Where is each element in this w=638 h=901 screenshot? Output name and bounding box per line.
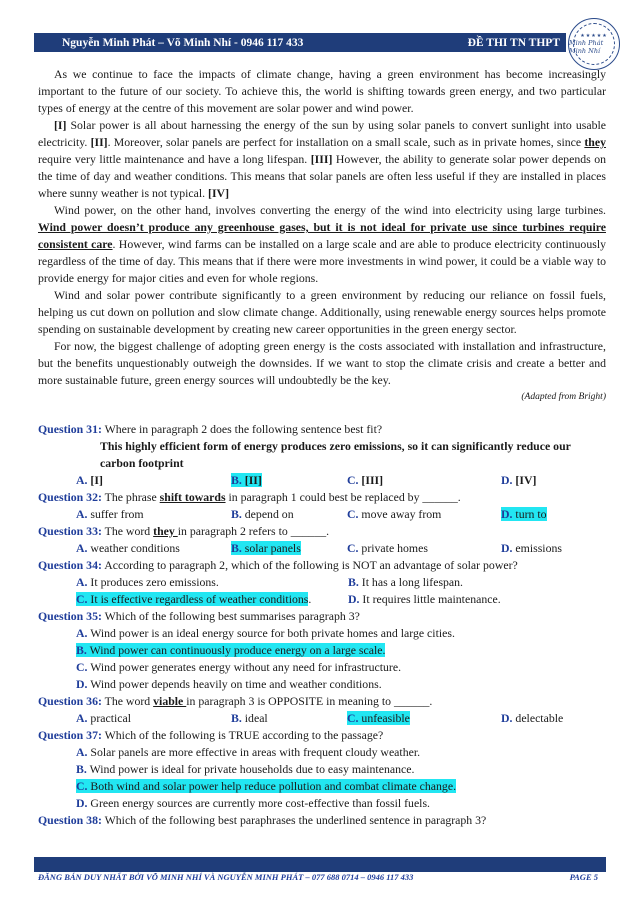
option-text: [II] [244, 473, 262, 487]
letter: B. [76, 643, 87, 657]
question-label: Question 37: [38, 728, 102, 742]
logo-text: Minh Phát Minh Nhí [569, 39, 604, 55]
question-text: Where in paragraph 2 does the following sentence best fit? [101, 422, 383, 436]
option-text: It has a long lifespan. [361, 575, 464, 589]
option-text: [IV] [515, 473, 537, 487]
option-a[interactable] [76, 472, 231, 489]
option-text: delectable [515, 711, 564, 725]
question-text: Which of the following is TRUE according to the passage? [101, 728, 384, 742]
option-text: [I] [90, 473, 103, 487]
question-label: Question 33: [38, 524, 102, 538]
page-number: PAGE 5 [569, 872, 598, 882]
option-c[interactable] [347, 472, 501, 489]
option-c[interactable] [76, 591, 348, 608]
question-34-options-row-1 [38, 574, 606, 591]
text: The word [101, 524, 154, 538]
underlined-sentence: Wind power doesn’t produce any greenhouse gases, but it is not ideal for private use since turbines require consistent care [38, 220, 606, 251]
question-31-quote: This highly efficient form of energy produces zero emissions, so it can significantly reduce our carbon footprint [100, 439, 571, 470]
option-text: practical [90, 711, 132, 725]
letter: B. [231, 711, 242, 725]
passage-paragraph-5: For now, the biggest challenge of adopting green energy is the costs associated with installation and infrastructure, but the benefits unquestionably outweigh the downsides. If we want to stop the climate crisis and create a better and more sustainable future, green energy sources will undoubtedly be the key. [38, 339, 606, 387]
option-text: Wind power generates energy without any need for infrastructure. [90, 660, 402, 674]
question-31-options [38, 472, 606, 489]
text: in paragraph 3 is OPPOSITE in meaning to ______. [186, 694, 433, 708]
footer [38, 872, 598, 882]
question-31 [38, 421, 606, 438]
question-label: Question 31: [38, 422, 102, 436]
question-text: According to paragraph 2, which of the following is NOT an advantage of solar power? [101, 558, 518, 572]
letter: D. [501, 541, 513, 555]
question-34 [38, 557, 606, 574]
footer-publisher: ĐĂNG BÁN DUY NHẤT BỞI VÕ MINH NHÍ VÀ NGUYỄN MINH PHÁT – 077 688 0714 – 0946 117 433 [38, 872, 414, 882]
option-a[interactable] [76, 506, 231, 523]
option-text: Wind power can continuously produce energy on a large scale. [89, 643, 386, 657]
option-d[interactable] [501, 710, 563, 727]
option-text: unfeasible [361, 711, 410, 725]
letter: B. [76, 762, 87, 776]
question-label: Question 32: [38, 490, 102, 504]
option-a[interactable] [38, 744, 606, 761]
question-36-options [38, 710, 606, 727]
question-35 [38, 608, 606, 625]
logo-seal [568, 18, 620, 70]
letter: D. [501, 711, 513, 725]
letter: C. [347, 473, 359, 487]
letter: A. [76, 575, 88, 589]
option-a[interactable] [76, 574, 348, 591]
letter: A. [76, 745, 88, 759]
option-d[interactable] [348, 591, 501, 608]
option-b[interactable] [348, 574, 463, 591]
option-b[interactable] [231, 710, 347, 727]
question-36 [38, 693, 606, 710]
word-they: they [584, 135, 606, 149]
letter: C. [76, 779, 88, 793]
seal-ring [573, 23, 615, 65]
text: . However, wind farms can be installed on a large scale and are able to produce electricity continuously regardless of the time of day. This means that if there were more investments in wind power, it could be a viable way to provide energy for major cities and even for whole regions. [38, 237, 606, 285]
question-label: Question 35: [38, 609, 102, 623]
option-text: Green energy sources are currently more cost-effective than fossil fuels. [90, 796, 430, 810]
option-text: depend on [244, 507, 294, 521]
letter: C. [347, 711, 359, 725]
marker-1: [I] [54, 118, 67, 132]
option-text: emissions [515, 541, 562, 555]
marker-2: [II] [90, 135, 108, 149]
letter: C. [347, 541, 359, 555]
text: The phrase [101, 490, 160, 504]
question-text: Which of the following best paraphrases the underlined sentence in paragraph 3? [101, 813, 487, 827]
text: Solar power is all about harnessing the energy of the sun by using solar panels to convert sunlight into usable electricity. [38, 118, 606, 149]
option-text: suffer from [90, 507, 144, 521]
text: However, the ability to generate solar power depends on the time of day and weather conditions. This means that solar panels are often less useful if they are installed in places where sunny weather is not typical. [38, 152, 606, 200]
text: in paragraph 2 refers to ______. [177, 524, 330, 538]
letter: A. [76, 507, 88, 521]
letter: A. [76, 473, 88, 487]
letter: C. [76, 660, 88, 674]
letter: D. [76, 796, 88, 810]
option-b[interactable] [231, 506, 347, 523]
question-37 [38, 727, 606, 744]
marker-3: [III] [310, 152, 333, 166]
question-label: Question 36: [38, 694, 102, 708]
letter: B. [231, 541, 242, 555]
option-text: Solar panels are more effective in areas with frequent cloudy weather. [90, 745, 421, 759]
question-label: Question 34: [38, 558, 102, 572]
option-a[interactable] [38, 625, 606, 642]
passage-source [38, 389, 606, 406]
option-text: It requires little maintenance. [362, 592, 501, 606]
letter: D. [501, 473, 513, 487]
question-label: Question 38: [38, 813, 102, 827]
option-text: private homes [361, 541, 428, 555]
letter: A. [76, 711, 88, 725]
option-text: ideal [244, 711, 268, 725]
option-text: Wind power is ideal for private households due to easy maintenance. [89, 762, 415, 776]
option-text: Both wind and solar power help reduce pollution and combat climate change. [90, 779, 457, 793]
option-c[interactable] [347, 710, 501, 727]
option-text: weather conditions [90, 541, 180, 555]
text: require very little maintenance and have a long lifespan. [38, 152, 311, 166]
passage-paragraph-4: Wind and solar power contribute significantly to a green environment by reducing our reliance on fossil fuels, helping us cut down on pollution and slow climate change. Additionally, using renewable energy sources helps promote spending on sustainable development by creating new career opportunities in the green energy sector. [38, 288, 606, 336]
letter: B. [348, 575, 359, 589]
question-33-options [38, 540, 606, 557]
question-32 [38, 489, 606, 506]
key-word: viable [153, 694, 187, 708]
text: . Moreover, solar panels are perfect for installation on a small scale, such as in private homes, since [107, 135, 585, 149]
option-text: solar panels [244, 541, 301, 555]
option-text: Wind power depends heavily on time and weather conditions. [90, 677, 382, 691]
text: Wind power, on the other hand, involves converting the energy of the wind into electricity using large turbines. [54, 203, 606, 217]
question-33 [38, 523, 606, 540]
letter: D. [348, 592, 360, 606]
letter: A. [76, 541, 88, 555]
option-c[interactable] [347, 540, 501, 557]
text: in paragraph 1 could best be replaced by ______. [225, 490, 461, 504]
option-d[interactable] [38, 676, 606, 693]
question-text: Which of the following best summarises paragraph 3? [101, 609, 360, 623]
option-text: turn to [515, 507, 547, 521]
option-d[interactable] [38, 795, 606, 812]
question-32-options [38, 506, 606, 523]
text: (Adapted from [521, 392, 579, 402]
option-text: It produces zero emissions. [90, 575, 219, 589]
option-b[interactable] [38, 761, 606, 778]
letter: D. [501, 507, 513, 521]
letter: B. [231, 473, 242, 487]
option-c[interactable] [38, 659, 606, 676]
text: . [308, 592, 312, 606]
letter: A. [76, 626, 88, 640]
text: The word [101, 694, 154, 708]
key-word: they [153, 524, 178, 538]
header-exam-title: ĐỀ THI TN THPT [467, 36, 560, 49]
question-34-options-row-2 [38, 591, 606, 608]
letter: B. [231, 507, 242, 521]
footer-bar [34, 858, 606, 872]
option-b[interactable] [38, 642, 606, 659]
option-text: move away from [361, 507, 442, 521]
option-text: It is effective regardless of weather conditions [90, 592, 309, 606]
source-name: Bright [578, 392, 603, 402]
text: ) [602, 392, 606, 402]
header-bar [34, 33, 566, 52]
option-text: [III] [361, 473, 384, 487]
key-phrase: shift towards [159, 490, 226, 504]
marker-4: [IV] [208, 186, 229, 200]
option-c[interactable] [347, 506, 501, 523]
option-a[interactable] [76, 540, 231, 557]
option-d[interactable] [501, 506, 547, 523]
option-text: Wind power is an ideal energy source for both private homes and large cities. [90, 626, 455, 640]
option-d[interactable] [501, 540, 562, 557]
option-b[interactable] [231, 472, 347, 489]
letter: C. [347, 507, 359, 521]
option-b[interactable] [231, 540, 347, 557]
passage-paragraph-3 [38, 202, 606, 287]
option-a[interactable] [76, 710, 231, 727]
passage-paragraph-1: As we continue to face the impacts of climate change, having a green environment has become increasingly important to the future of our society. To achieve this, the world is shifting towards green energy, and two particular types of energy at the centre of this movement are solar power and wind power. [38, 67, 606, 115]
option-d[interactable] [501, 472, 536, 489]
letter: D. [76, 677, 88, 691]
option-c[interactable] [38, 778, 606, 795]
star-icons: ★★★★★ [580, 34, 608, 39]
passage-paragraph-2 [38, 117, 606, 202]
question-38 [38, 812, 606, 829]
page-content [38, 66, 606, 829]
header-authors: Nguyễn Minh Phát – Võ Minh Nhí - 0946 117 433 [62, 36, 304, 49]
letter: C. [76, 592, 88, 606]
